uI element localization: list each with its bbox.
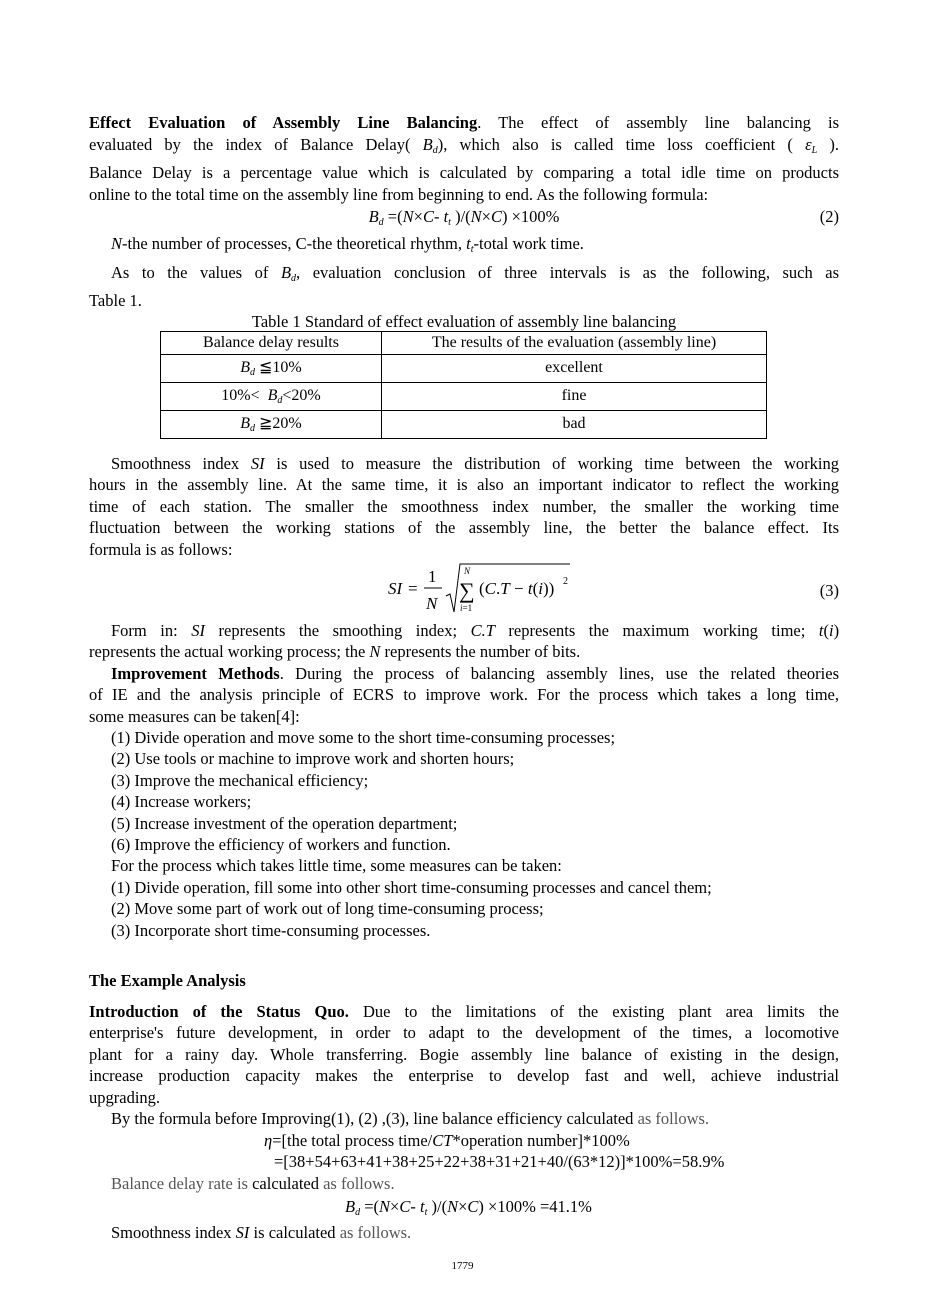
table-caption: Table 1 Standard of effect evaluation of assembly line balancing (251, 312, 677, 331)
svg-text:(C.T − t(i)): (C.T − t(i)) (479, 579, 555, 598)
table-header-row (161, 332, 767, 355)
list-item: (6) Improve the efficiency of workers and function. (111, 835, 451, 854)
table-cell-condition: $B_d$ ≦10% (161, 354, 382, 382)
para-smoothness-line5: formula is as follows: (89, 540, 233, 559)
para-smoothness-line4: fluctuation between the working stations of the assembly line, the better the balance effect. Its (89, 518, 839, 537)
svg-text:SI: SI (388, 579, 403, 598)
para-improvement-line3: some measures can be taken[4]: (89, 707, 300, 726)
para-balance-delay-line3: Balance Delay is a percentage value which is calculated by comparing a total idle time on products (89, 163, 839, 182)
page-number: 1779 (451, 1260, 474, 1272)
table-cell-condition: $B_d$ ≧20% (161, 410, 382, 438)
para-balance-delay-rate: Balance delay rate is calculated as follows. (111, 1174, 395, 1193)
list-item: (4) Increase workers; (111, 792, 252, 811)
evaluation-table (160, 331, 767, 439)
svg-text:2: 2 (563, 576, 568, 587)
para-intervals-line2: Table 1. (89, 291, 142, 310)
para-balance-delay-line2: evaluated by the index of Balance Delay( $B_d$), which also is called time loss coefficient ( $\varepsilon_L$ ). (89, 135, 840, 156)
svg-text:∑: ∑ (459, 578, 475, 603)
table-cell-result: bad (382, 410, 767, 438)
svg-text:1: 1 (428, 567, 437, 586)
para-balance-delay-line4: online to the total time on the assembly line from beginning to end. As the following formula: (89, 185, 709, 204)
list-item: (1) Divide operation, fill some into other short time-consuming processes and cancel them; (111, 878, 712, 897)
formula-eta-line1: η=[the total process time/CT*operation number]*100% (264, 1131, 630, 1150)
list-item: (3) Incorporate short time-consuming processes. (111, 921, 431, 940)
para-smoothness-calc: Smoothness index SI is calculated as follows. (111, 1223, 412, 1242)
table-row (161, 410, 767, 438)
formula-balance-delay: $B_d =(N\times C-$ $t_t$ )/(N×C) ×100% (368, 207, 560, 228)
formula-balance-delay-result: $B_d =(N\times C-$ $t_t$ )/(N×C) ×100% =41.1% (345, 1197, 592, 1218)
list-item: (2) Move some part of work out of long time-consuming process; (111, 899, 544, 918)
para-form-in-line2: represents the actual working process; the N represents the number of bits. (89, 642, 581, 661)
para-status-quo-line4: increase production capacity makes the enterprise to develop fast and well, achieve industrial (89, 1066, 839, 1085)
section-heading-improvement-methods: Improvement Methods (111, 664, 280, 683)
para-balance-delay-line1: Effect Evaluation of Assembly Line Balancing. The effect of assembly line balancing is (89, 113, 839, 132)
para-intervals-line1: As to the values of $B_d$, evaluation conclusion of three intervals is as the following, such as (111, 263, 840, 284)
para-smoothness-line1: Smoothness index SI is used to measure the distribution of working time between the working (111, 454, 840, 473)
list-item: (5) Increase investment of the operation department; (111, 814, 458, 833)
equation-number-2: (2) (819, 207, 839, 226)
section-heading-example-analysis: The Example Analysis (89, 971, 246, 990)
para-form-in-line1: Form in: SI represents the smoothing index; C.T represents the maximum working time; t(i) (111, 621, 840, 640)
table-cell-result: excellent (382, 354, 767, 382)
short-process-intro: For the process which takes little time, some measures can be taken: (111, 856, 562, 875)
section-heading-effect-evaluation: Effect Evaluation of Assembly Line Balancing (89, 113, 478, 132)
equation-number-3: (3) (819, 581, 839, 600)
para-smoothness-line3: time of each station. The smaller the smoothness index number, the smaller the working time (89, 497, 839, 516)
table-header-cell: Balance delay results (161, 332, 382, 355)
svg-text:N: N (426, 594, 438, 613)
table-cell-condition: $10\%< B_d<20\%$ (161, 382, 382, 410)
list-item: (1) Divide operation and move some to the short time-consuming processes; (111, 728, 616, 747)
svg-text:i=1: i=1 (460, 603, 473, 613)
para-smoothness-line2: hours in the assembly line. At the same time, it is also an important indicator to reflect the working (89, 475, 839, 494)
formula-definitions: N-the number of processes, C-the theoretical rhythm, $t_t$-total work time. (111, 234, 584, 255)
table-cell-result: fine (382, 382, 767, 410)
formula-smoothness-index (380, 560, 580, 618)
formula-eta-line2: =[38+54+63+41+38+25+22+38+31+21+40/(63*12)]*100%=58.9% (274, 1152, 725, 1171)
subheading-status-quo: Introduction of the Status Quo. (89, 1002, 349, 1021)
svg-text:N: N (464, 566, 471, 576)
list-item: (2) Use tools or machine to improve work and shorten hours; (111, 749, 515, 768)
list-item: (3) Improve the mechanical efficiency; (111, 771, 369, 790)
table-header-cell: The results of the evaluation (assembly line) (382, 332, 767, 355)
para-status-quo-line5: upgrading. (89, 1088, 161, 1107)
svg-text:=: = (408, 579, 418, 598)
para-status-quo-line1: Introduction of the Status Quo. Due to the limitations of the existing plant area limits the (89, 1002, 839, 1021)
para-status-quo-line2: enterprise's future development, in order to adapt to the development of the times, a locomotive (89, 1023, 839, 1042)
para-improvement-line1: Improvement Methods. During the process of balancing assembly lines, use the related theories (111, 664, 839, 683)
table-row (161, 354, 767, 382)
table-row (161, 382, 767, 410)
para-efficiency-intro: By the formula before Improving(1), (2) ,(3), line balance efficiency calculated as follows. (111, 1109, 710, 1128)
para-improvement-line2: of IE and the analysis principle of ECRS to improve work. For the process which takes a long time, (89, 685, 839, 704)
para-status-quo-line3: plant for a rainy day. Whole transferring. Bogie assembly line balance of existing in the design, (89, 1045, 839, 1064)
